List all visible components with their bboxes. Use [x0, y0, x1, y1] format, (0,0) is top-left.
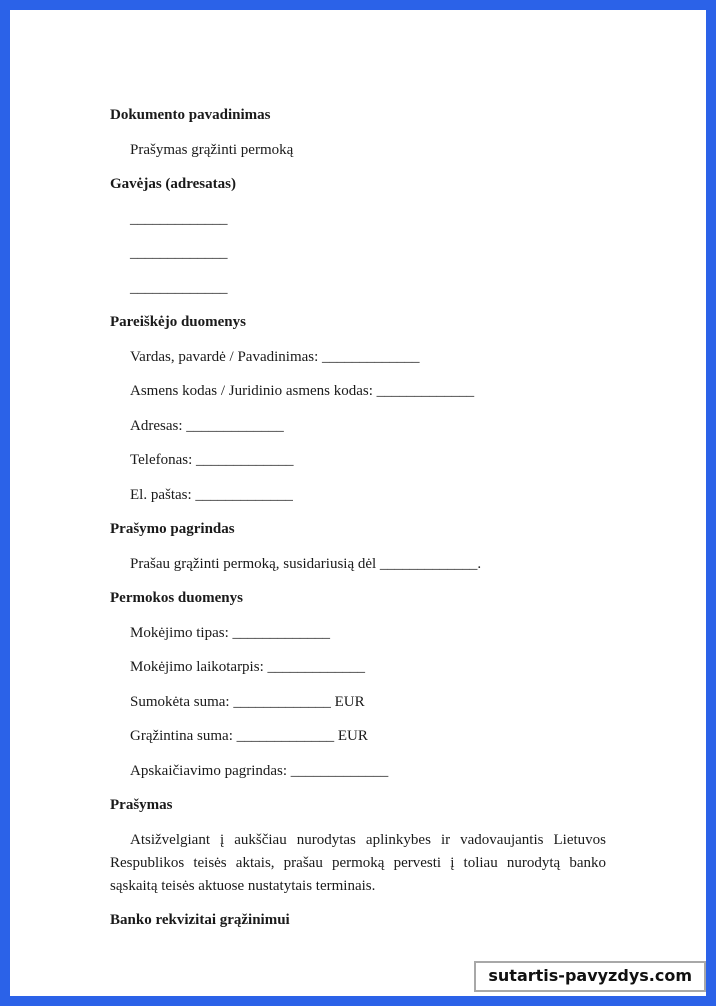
line-telefonas: Telefonas: _____________: [130, 452, 294, 468]
line-sumoketa-suma: Sumokėta suma: _____________ EUR: [130, 693, 365, 710]
watermark-site-stamp: sutartis-pavyzdys.com: [474, 961, 706, 992]
line-grazintina-suma: Grąžintina suma: _____________ EUR: [130, 728, 368, 744]
document-page: [10, 10, 706, 932]
section-heading-gavejas-adresatas: Gavėjas (adresatas): [110, 176, 236, 192]
line-prasymo-pagrindas-value: Prašau grąžinti permoką, susidariusią dėl _____________.: [130, 555, 482, 572]
line-apskaiciavimo-pagrindas: Apskaičiavimo pagrindas: _____________: [130, 762, 389, 779]
line-mokejimo-laikotarpis: Mokėjimo laikotarpis: _____________: [130, 659, 365, 675]
blank-line-gavejas-3: _____________: [130, 279, 228, 296]
blank-line-gavejas-1: _____________: [130, 210, 228, 227]
line-mokejimo-tipas: Mokėjimo tipas: _____________: [130, 624, 330, 641]
section-heading-prasymas: Prašymas: [110, 797, 173, 813]
line-vardas-pavarde-pavadinimas: Vardas, pavardė / Pavadinimas: _____________: [130, 348, 420, 365]
line-asmens-kodas: Asmens kodas / Juridinio asmens kodas: _____________: [130, 383, 475, 399]
section-heading-banko-rekvizitai: Banko rekvizitai grąžinimui: [110, 912, 290, 928]
line-adresas: Adresas: _____________: [130, 417, 284, 434]
section-heading-permokos-duomenys: Permokos duomenys: [110, 590, 243, 606]
line-dokumento-pavadinimas-value: Prašymas grąžinti permoką: [130, 141, 294, 158]
section-heading-pareiskejo-duomenys: Pareiškėjo duomenys: [110, 314, 246, 330]
section-heading-prasymo-pagrindas: Prašymo pagrindas: [110, 521, 235, 537]
line-el-pastas: El. paštas: _____________: [130, 486, 293, 503]
blank-line-gavejas-2: _____________: [130, 245, 228, 261]
paragraph-prasymas-body: Atsižvelgiant į aukščiau nurodytas aplinkybes ir vadovaujantis Lietuvos Respublikos teisės aktais, prašau permoką pervesti į toliau nurodytą banko sąskaitą teisės aktuose nustatytais terminais.: [110, 831, 606, 894]
section-heading-dokumento-pavadinimas: Dokumento pavadinimas: [110, 107, 271, 123]
